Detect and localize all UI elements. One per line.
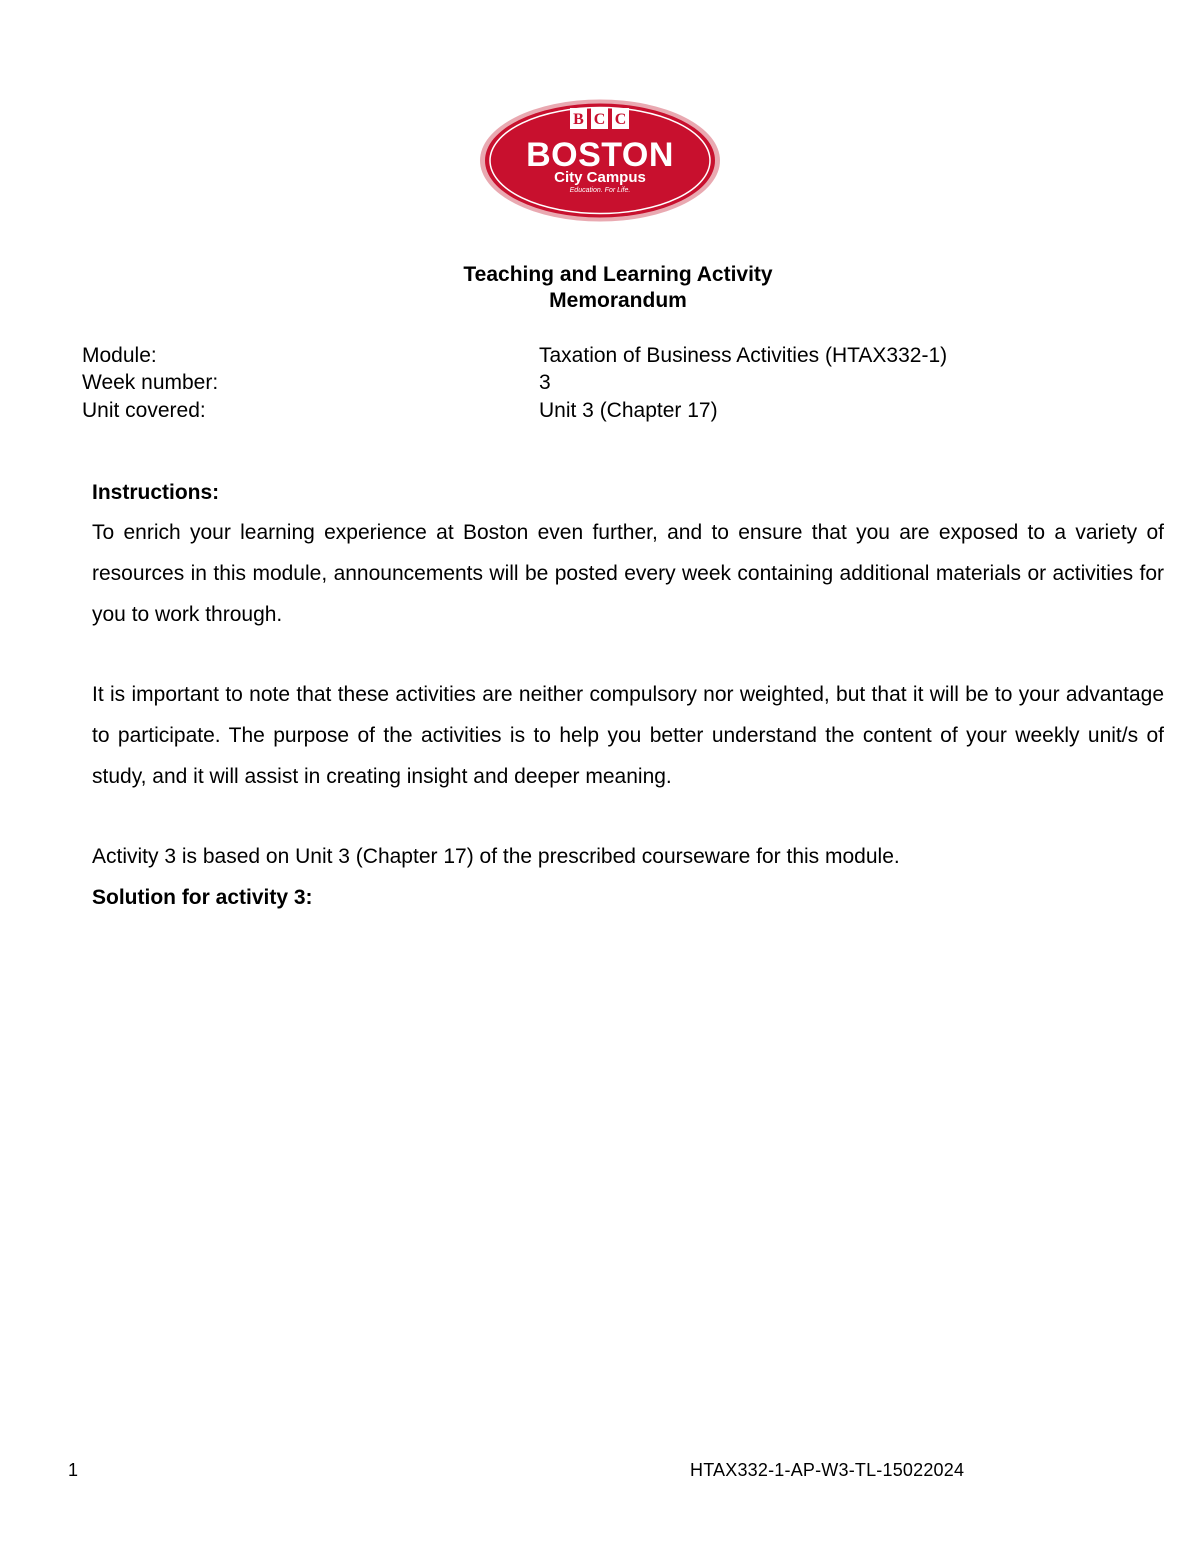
module-value: Taxation of Business Activities (HTAX332-1) [539, 344, 948, 367]
week-number-label: Week number: [82, 371, 219, 394]
unit-covered-label: Unit covered: [82, 399, 206, 422]
logo-initial-1: B [573, 111, 584, 128]
instructions-paragraph-2: It is important to note that these activities are neither compulsory nor weighted, but that it will be to your advantage to participate. The purpose of the activities is to help you better understand the content of your weekly unit/s of study, and it will assist in creating insight and deeper meaning. [92, 683, 1164, 788]
logo-initial-2: C [593, 111, 606, 128]
logo-initial-3: C [614, 111, 627, 128]
logo-wordmark: BOSTON [526, 136, 674, 174]
instructions-heading: Instructions: [92, 481, 220, 504]
page-number: 1 [68, 1460, 79, 1480]
boston-city-campus-logo [478, 98, 722, 223]
document-title: Teaching and Learning Activity [463, 263, 773, 286]
module-label: Module: [82, 344, 157, 367]
logo-subtitle: City Campus [554, 169, 646, 186]
document-code: HTAX332-1-AP-W3-TL-15022024 [690, 1460, 965, 1480]
document-subtitle: Memorandum [549, 289, 687, 312]
solution-heading: Solution for activity 3: [92, 886, 313, 909]
activity-note: Activity 3 is based on Unit 3 (Chapter 17) of the prescribed courseware for this module. [92, 845, 900, 868]
unit-covered-value: Unit 3 (Chapter 17) [539, 399, 718, 422]
logo-tagline: Education. For Life. [569, 187, 631, 194]
instructions-paragraph-1: To enrich your learning experience at Boston even further, and to ensure that you are exposed to a variety of resources in this module, announcements will be posted every week containing additional materials or activities for you to work through. [92, 521, 1164, 626]
week-number-value: 3 [539, 371, 551, 394]
